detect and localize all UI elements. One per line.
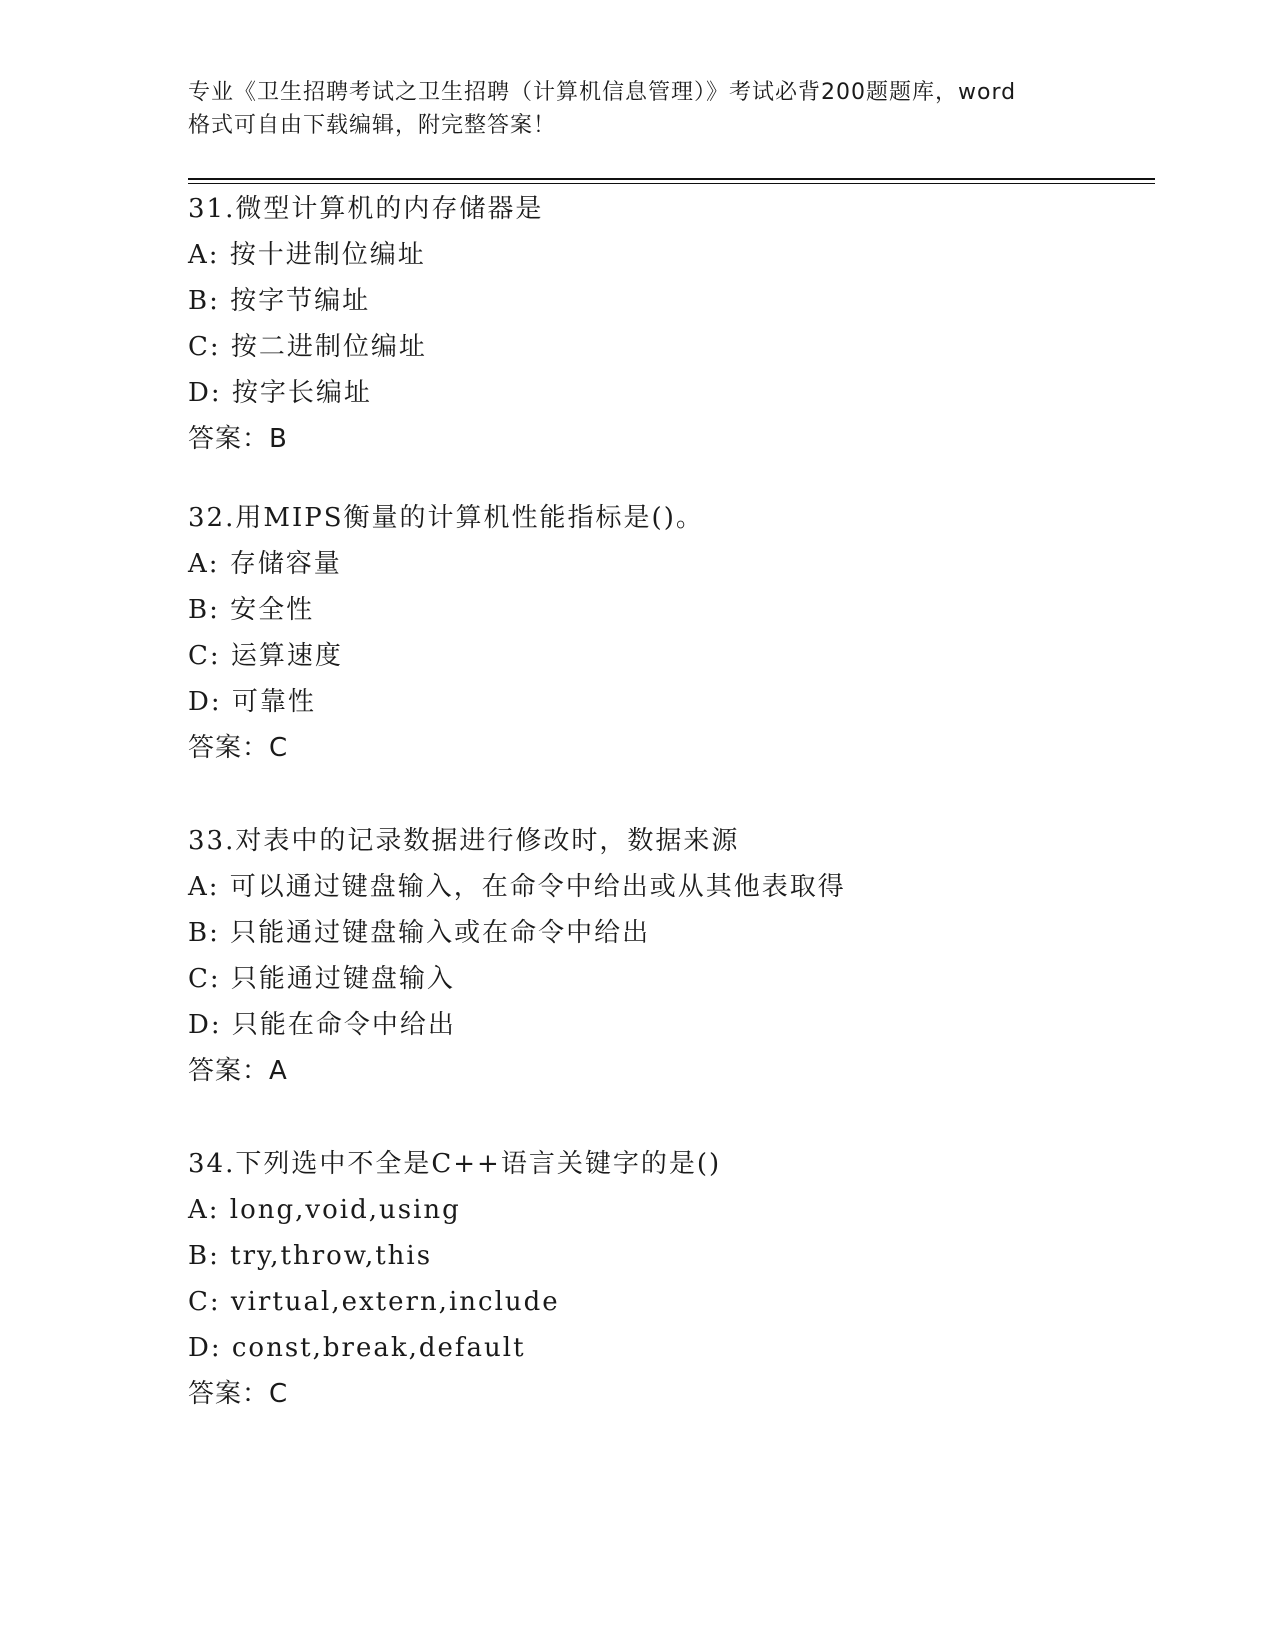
question-stem: 32.用MIPS衡量的计算机性能指标是()。	[188, 503, 704, 533]
header-divider-thick	[188, 178, 1155, 180]
option-c: C: 只能通过键盘输入	[188, 964, 455, 994]
answer-line: 答案：A	[188, 1056, 288, 1086]
option-a: A: 按十进制位编址	[188, 240, 426, 270]
option-b: B: 安全性	[188, 595, 315, 625]
question-stem: 34.下列选中不全是C++语言关键字的是()	[188, 1149, 722, 1179]
option-b: B: 按字节编址	[188, 286, 371, 316]
option-a: A: long,void,using	[188, 1195, 461, 1225]
option-b: B: 只能通过键盘输入或在命令中给出	[188, 918, 651, 948]
option-d: D: 按字长编址	[188, 378, 372, 408]
question-34	[188, 1141, 1148, 1417]
option-c: C: 按二进制位编址	[188, 332, 427, 362]
question-32	[188, 495, 1148, 771]
option-d: D: const,break,default	[188, 1333, 526, 1363]
answer-line: 答案：C	[188, 733, 289, 763]
option-c: C: 运算速度	[188, 641, 343, 671]
question-stem: 31.微型计算机的内存储器是	[188, 194, 544, 224]
option-d: D: 可靠性	[188, 687, 316, 717]
header-divider-thin	[188, 183, 1155, 184]
answer-line: 答案：C	[188, 1379, 289, 1409]
answer-line: 答案：B	[188, 424, 288, 454]
option-c: C: virtual,extern,include	[188, 1287, 560, 1317]
option-d: D: 只能在命令中给出	[188, 1010, 456, 1040]
question-stem: 33.对表中的记录数据进行修改时，数据来源	[188, 826, 740, 856]
option-a: A: 可以通过键盘输入，在命令中给出或从其他表取得	[188, 872, 846, 902]
header-line-1: 专业《卫生招聘考试之卫生招聘（计算机信息管理）》考试必背200题题库，word	[188, 80, 1017, 105]
document-header	[188, 76, 1088, 142]
option-a: A: 存储容量	[188, 549, 342, 579]
question-33	[188, 818, 1148, 1094]
question-31	[188, 186, 1148, 462]
header-line-2: 格式可自由下载编辑，附完整答案！	[188, 113, 557, 138]
option-b: B: try,throw,this	[188, 1241, 433, 1271]
